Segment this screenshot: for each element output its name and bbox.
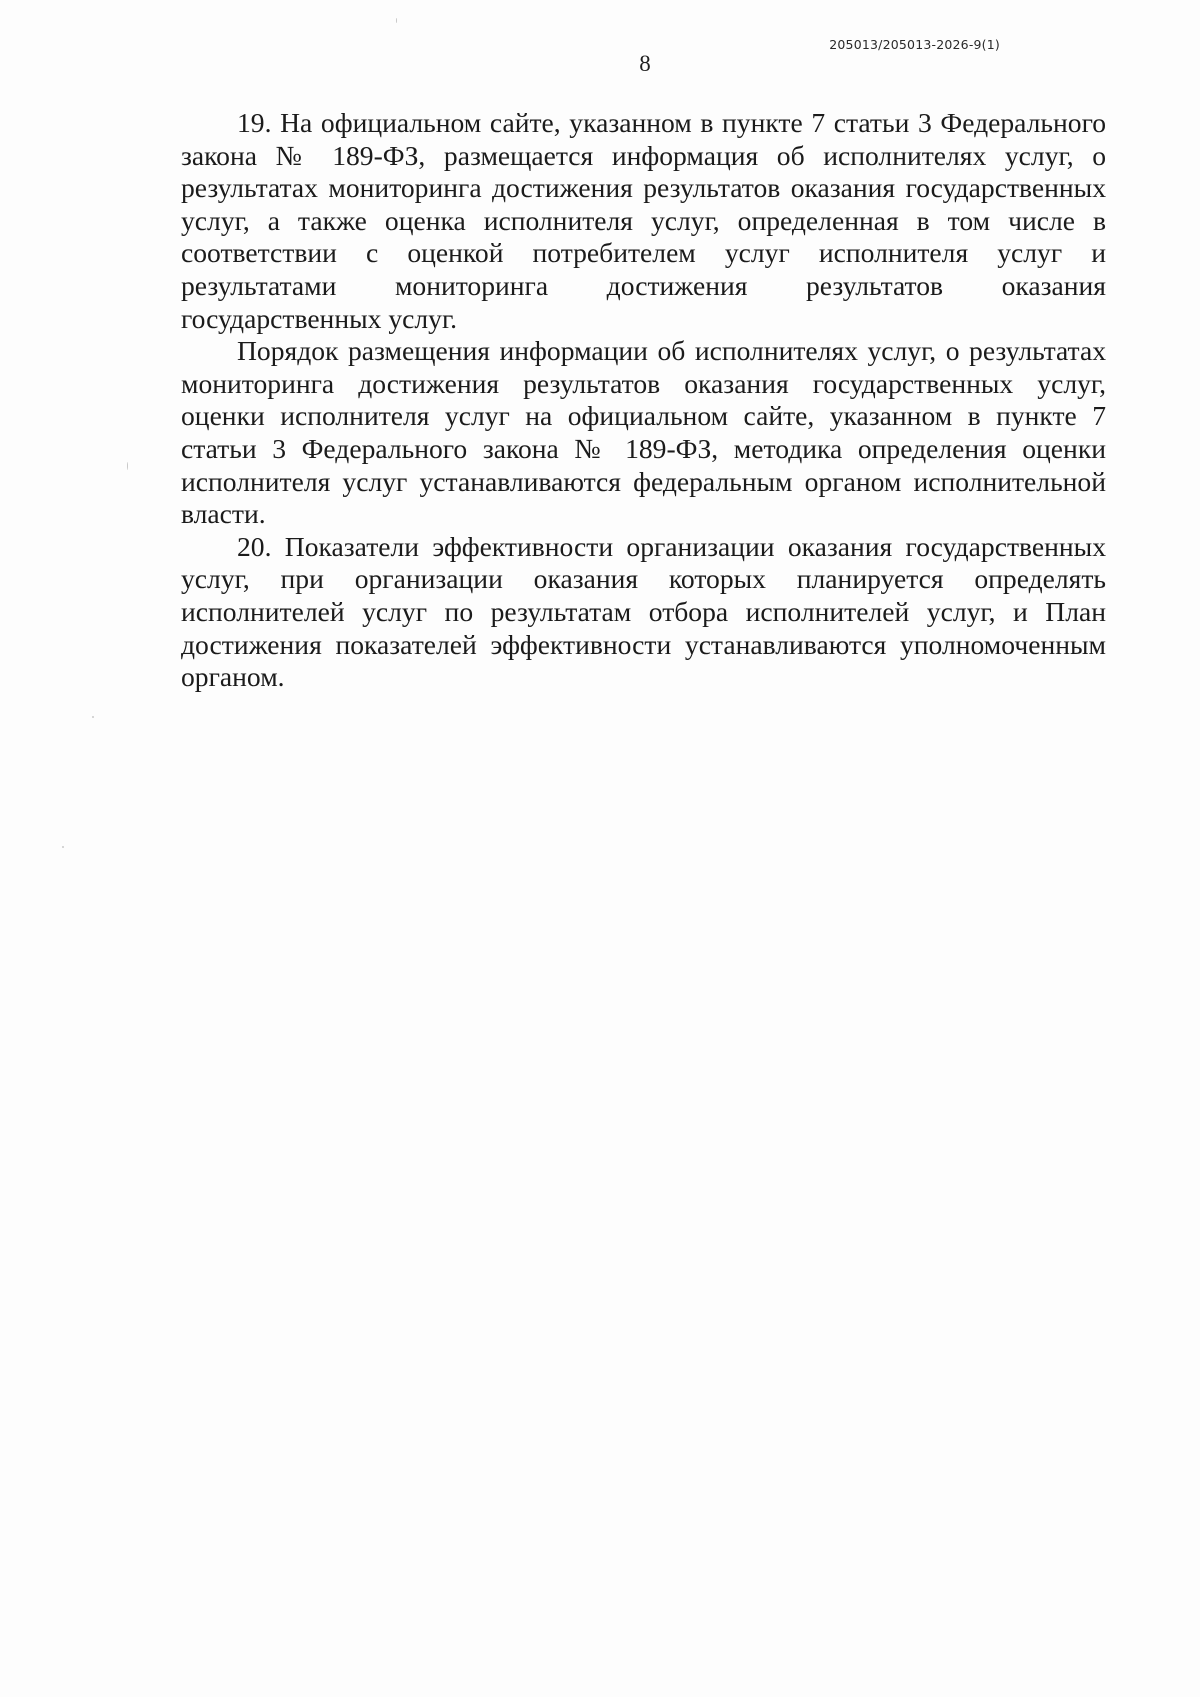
paragraph-order-of-placement: Порядок размещения информации об исполнителях услуг, о результатах мониторинга достижения результатов оказания государственных услуг, оценки исполнителя услуг на официальном сайте, указанном в пункте 7 статьи 3 Федерального закона № 189-ФЗ, методика определения оценки исполнителя услуг устанавливаются федеральным органом исполнительной власти. xyxy=(181,335,1106,530)
document-registration-code: 205013/205013-2026-9(1) xyxy=(829,37,1000,52)
page-number: 8 xyxy=(639,51,651,76)
paragraph-20: 20. Показатели эффективности организации оказания государственных услуг, при организации оказания которых планируется определять исполнителей услуг по результатам отбора исполнителей услуг, и План достижения показателей эффективности устанавливаются уполномоченным органом. xyxy=(181,530,1106,693)
scan-speck xyxy=(396,18,397,23)
scan-speck xyxy=(62,846,64,848)
scan-speck xyxy=(92,716,94,718)
paragraph-19: 19. На официальном сайте, указанном в пункте 7 статьи 3 Федерального закона № 189-ФЗ, размещается информация об исполнителях услуг, о результатах мониторинга достижения результатов оказания государственных услуг, а также оценка исполнителя услуг, определенная в том числе в соответствии с оценкой потребителем услуг исполнителя услуг и результатами мониторинга достижения результатов оказания государственных услуг. xyxy=(181,107,1106,334)
scan-speck xyxy=(127,462,128,470)
document-body xyxy=(181,107,1106,694)
